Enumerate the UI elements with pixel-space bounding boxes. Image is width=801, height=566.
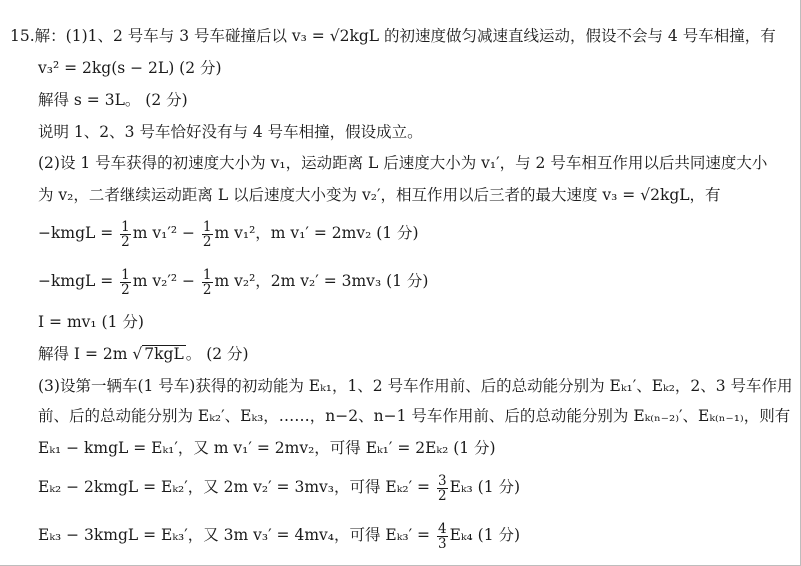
part2-intro: (2)设 1 号车获得的初速度大小为 v₁，运动距离 L 后速度大小为 v₁′，与 2 号车相互作用以后共同速度大小	[38, 154, 768, 172]
line-12	[38, 406, 790, 426]
equation-kinematic: v₃² = 2kg(s − 2L) (2 分)	[38, 59, 222, 77]
problem-number: 15.	[10, 27, 35, 45]
line-4	[38, 122, 423, 142]
fraction: $\frac{4}{3}$	[437, 520, 447, 552]
radicand: 7kgL	[144, 345, 184, 363]
line-2	[38, 58, 222, 78]
line-5	[38, 153, 767, 173]
fraction: $\frac{1}{2}$	[202, 266, 212, 298]
equation-2: −kmgL = $\frac{1}{2}$ m v₂′² − $\frac{1}{2}$ m v₂²，2m v₂′ = 3mv₃ (1 分)	[38, 266, 429, 298]
equation-4: Eₖ₃ − 3kmgL = Eₖ₃′，又 3m v₃′ = 4mv₄，可得 Eₖ₃′ = $\frac{4}{3}$ Eₖ₄ (1 分)	[38, 520, 521, 552]
energy-equation-1: Eₖ₁ − kmgL = Eₖ₁′，又 m v₁′ = 2mv₂，可得 Eₖ₁′ = 2Eₖ₂ (1 分)	[38, 439, 496, 457]
line-13	[38, 438, 496, 458]
result-s: 解得 s = 3L。 (2 分)	[38, 91, 188, 109]
line-9	[38, 312, 144, 332]
equation-1: −kmgL = $\frac{1}{2}$ m v₁′² − $\frac{1}{2}$ m v₁²，m v₁′ = 2mv₂ (1 分)	[38, 218, 419, 250]
impulse-equation: I = mv₁ (1 分)	[38, 313, 144, 331]
line-1	[10, 26, 776, 46]
part1-intro: 解：(1)1、2 号车与 3 号车碰撞后以 v₃ = √2kgL 的初速度做匀减速直线运动，假设不会与 4 号车相撞，有	[34, 27, 776, 45]
equation-3: Eₖ₂ − 2kmgL = Eₖ₂′，又 2m v₂′ = 3mv₃，可得 Eₖ₂′ = $\frac{3}{2}$ Eₖ₃ (1 分)	[38, 472, 521, 504]
part3-intro: (3)设第一辆车(1 号车)获得的初动能为 Eₖ₁，1、2 号车作用前、后的总动能分别为 Eₖ₁′、Eₖ₂，2、3 号车作用	[38, 377, 793, 395]
line-6	[38, 185, 721, 205]
line-10: 解得 I = 2m √ 7kgL 。 (2 分)	[38, 345, 249, 363]
fraction: $\frac{3}{2}$	[437, 472, 447, 504]
fraction: $\frac{1}{2}$	[121, 218, 130, 250]
line-3	[38, 90, 188, 110]
fraction: $\frac{1}{2}$	[121, 266, 130, 298]
part3-intro-cont: 前、后的总动能分别为 Eₖ₂′、Eₖ₃，……，n−2、n−1 号车作用前、后的总动能分别为 Eₖ₍ₙ₋₂₎′、Eₖ₍ₙ₋₁₎，则有	[38, 407, 791, 425]
fraction: $\frac{1}{2}$	[202, 218, 212, 250]
conclusion-part1: 说明 1、2、3 号车恰好没有与 4 号车相撞，假设成立。	[38, 123, 423, 141]
part2-intro-cont: 为 v₂，二者继续运动距离 L 以后速度大小变为 v₂′，相互作用以后三者的最大速度 v₃ = √2kgL，有	[38, 186, 721, 204]
line-11	[38, 376, 793, 396]
